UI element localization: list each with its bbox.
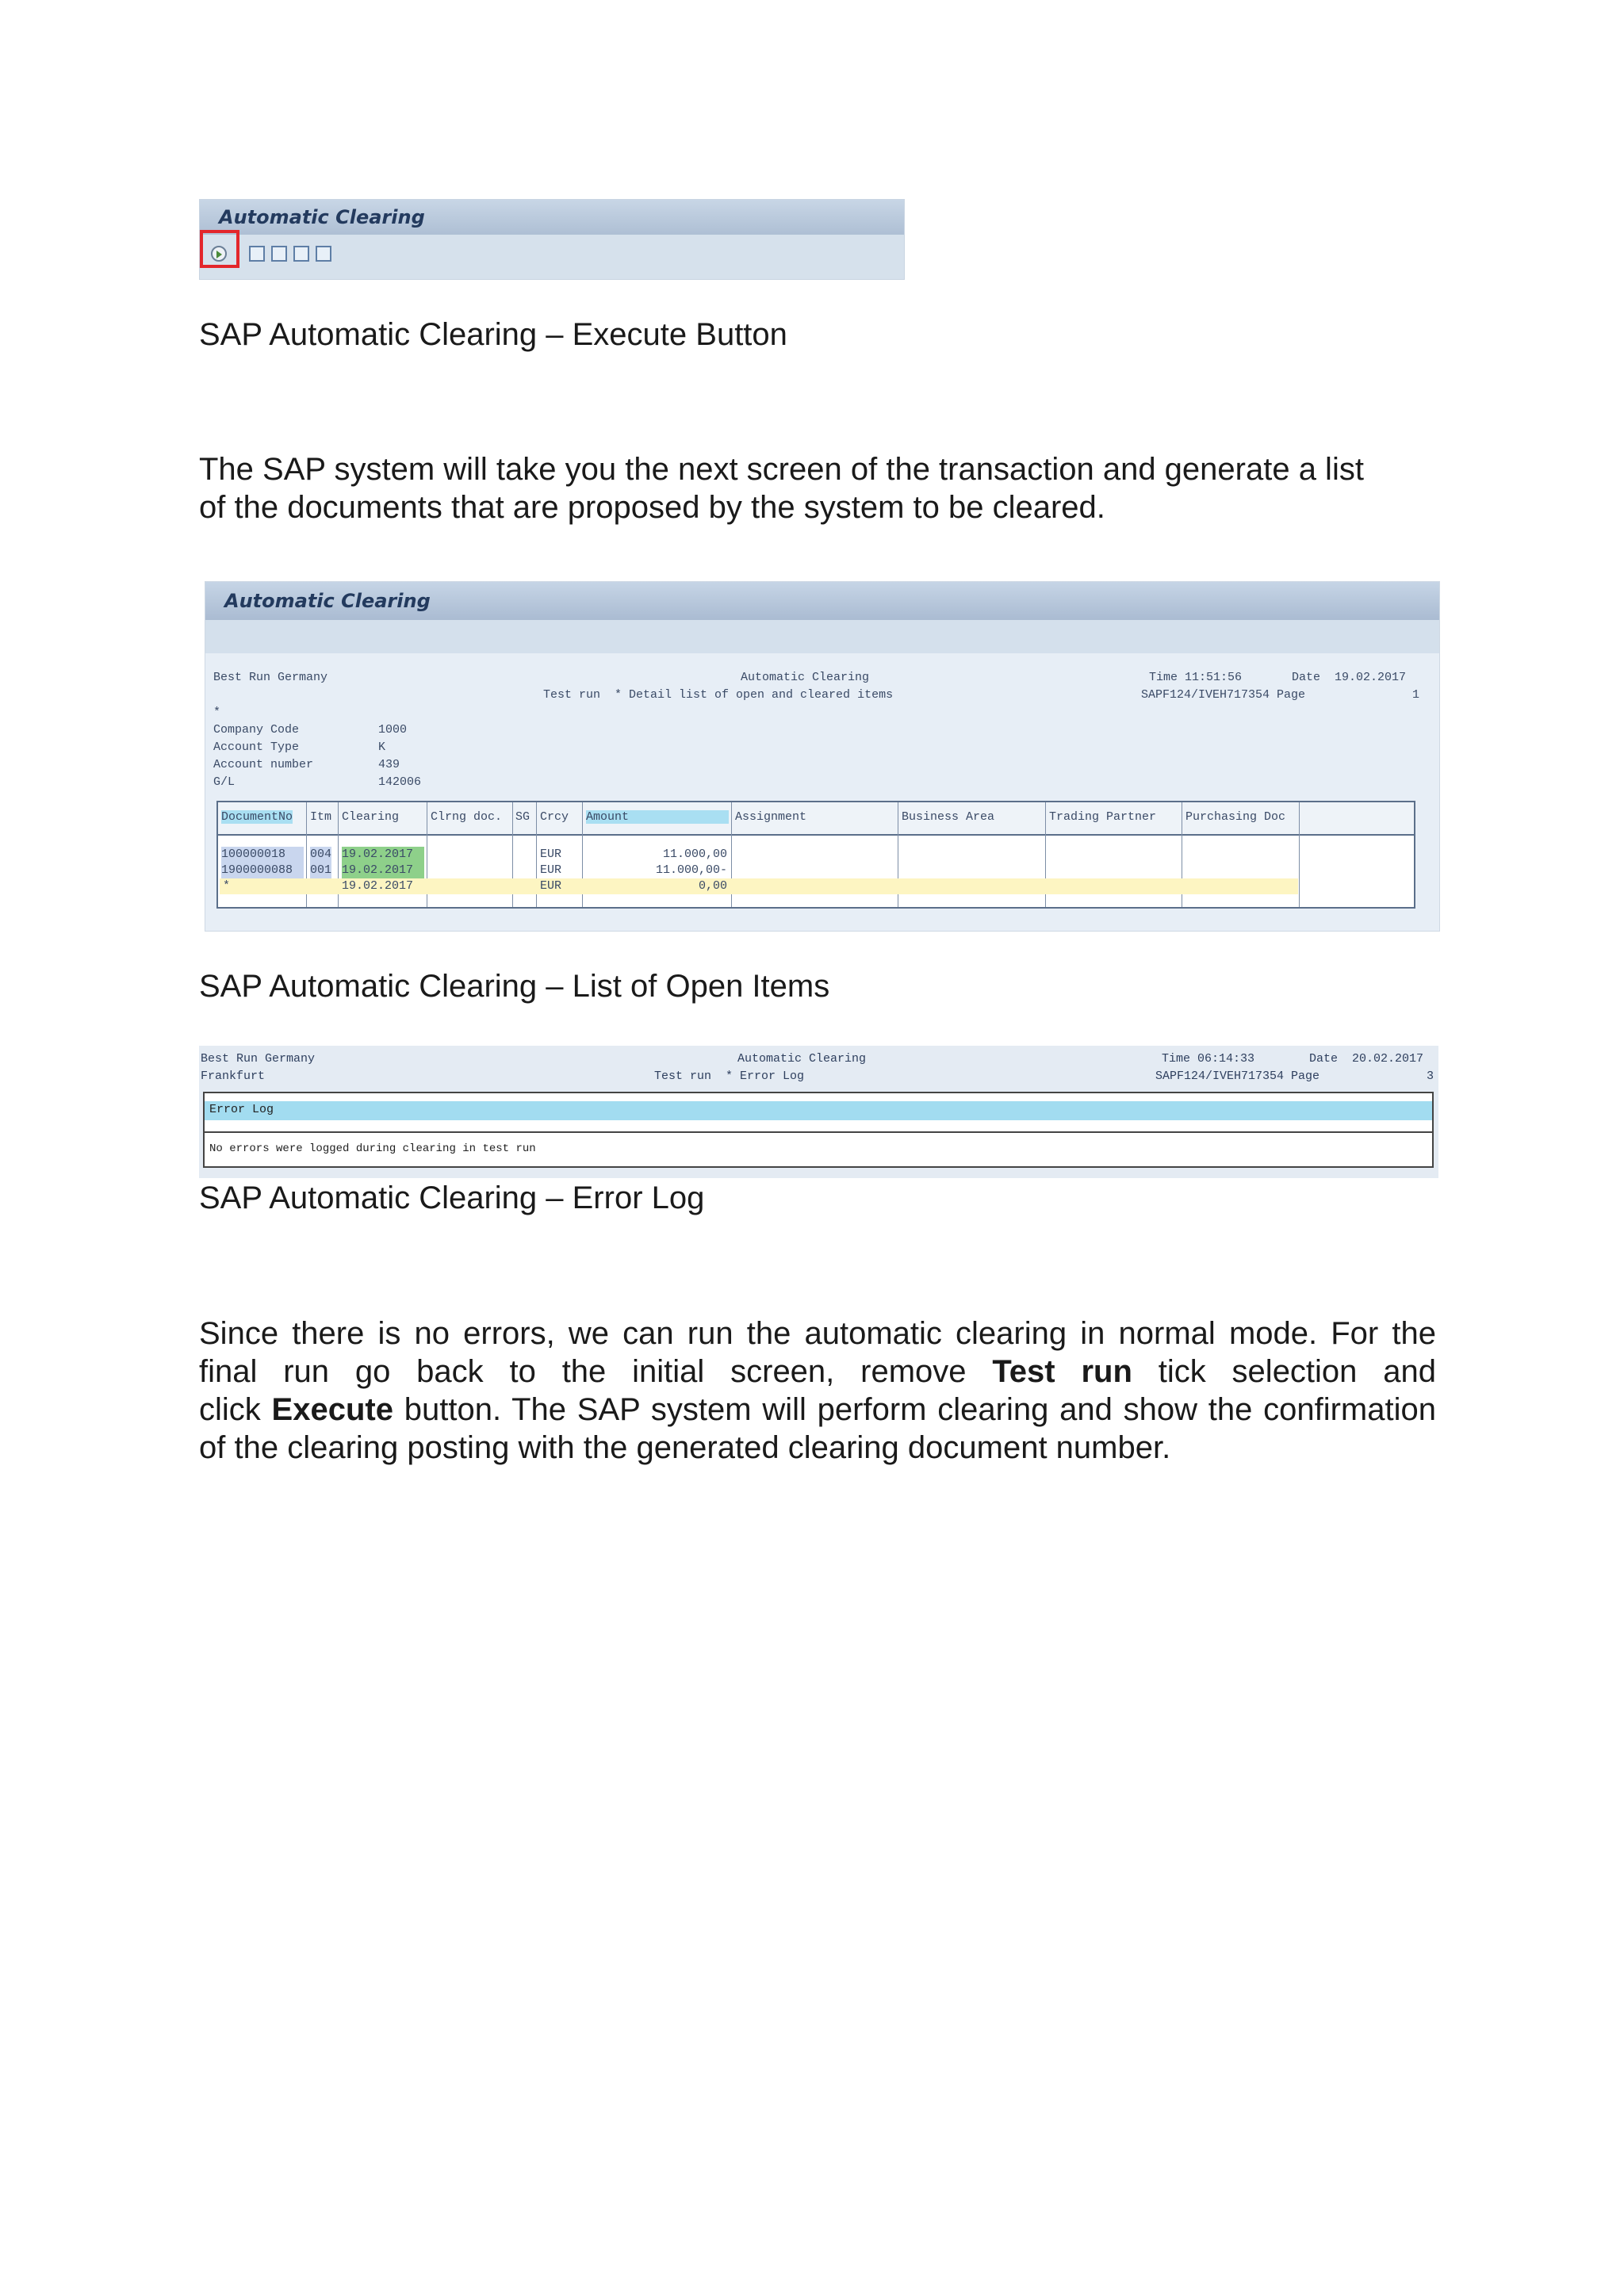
intro-paragraph xyxy=(199,450,1436,526)
field-label: G/L xyxy=(213,775,236,789)
clearing-date-cell: 19.02.2017 xyxy=(342,863,424,878)
copy-icon[interactable] xyxy=(249,246,265,262)
error-log-screenshot xyxy=(199,1046,1438,1178)
column-header[interactable]: SG xyxy=(515,810,530,824)
column-header[interactable]: Trading Partner xyxy=(1049,810,1157,824)
report-date: Date 19.02.2017 xyxy=(1292,671,1407,684)
screen-title: Automatic Clearing xyxy=(224,590,431,612)
report-time: Time 06:14:33 xyxy=(1162,1052,1255,1066)
column-header[interactable]: Assignment xyxy=(735,810,807,824)
column-header[interactable]: DocumentNo xyxy=(221,810,293,824)
page-number: 1 xyxy=(1412,688,1420,702)
currency-cell: EUR xyxy=(540,863,562,877)
application-toolbar xyxy=(205,620,1439,653)
document-number-cell: * xyxy=(223,879,231,893)
column-header[interactable]: Business Area xyxy=(902,810,995,824)
column-header[interactable]: Purchasing Doc xyxy=(1185,810,1286,824)
final-run-paragraph xyxy=(199,1314,1436,1467)
page-number: 3 xyxy=(1427,1070,1434,1083)
report-subtitle: Test run * Detail list of open and cleared items xyxy=(543,688,894,702)
report-subtitle: Test run * Error Log xyxy=(654,1070,805,1083)
field-label: Account number xyxy=(213,758,314,771)
figure-caption-open-items: SAP Automatic Clearing – List of Open Items xyxy=(199,969,830,1004)
paragraph-line: The SAP system will take you the next screen of the transaction and generate a list xyxy=(199,452,1364,487)
clearing-date-cell: 19.02.2017 xyxy=(342,847,424,863)
clearing-date-cell: 19.02.2017 xyxy=(342,879,414,893)
paragraph-line: of the clearing posting with the generated clearing document number. xyxy=(199,1430,1171,1465)
error-log-title: Error Log xyxy=(209,1103,274,1116)
report-title: Automatic Clearing xyxy=(740,671,870,684)
item-cell: 001 xyxy=(310,863,332,877)
screen-title: Automatic Clearing xyxy=(219,206,425,228)
column-header[interactable]: Clearing xyxy=(342,810,400,824)
paragraph-line: final run go back to the initial screen, remove Test run tick selection and xyxy=(199,1354,1436,1389)
amount-cell: 0,00 xyxy=(698,879,727,893)
star-marker: * xyxy=(213,706,221,719)
help-icon[interactable] xyxy=(316,246,331,262)
field-value: K xyxy=(378,740,386,754)
column-header[interactable]: Clrng doc. xyxy=(431,810,503,824)
info-icon[interactable] xyxy=(293,246,309,262)
report-date: Date 20.02.2017 xyxy=(1309,1052,1424,1066)
divider xyxy=(205,1131,1432,1133)
column-header[interactable]: Crcy xyxy=(540,810,569,824)
test-run-term: Test run xyxy=(992,1354,1132,1389)
program-label: SAPF124/IVEH717354 Page xyxy=(1141,688,1306,702)
table-row[interactable] xyxy=(218,863,1414,878)
paragraph-line: of the documents that are proposed by the system to be cleared. xyxy=(199,490,1105,525)
field-value: 439 xyxy=(378,758,400,771)
save-variant-icon[interactable] xyxy=(271,246,287,262)
execute-toolbar-screenshot xyxy=(199,199,905,280)
document-number-cell[interactable]: 1900000088 xyxy=(221,863,304,878)
field-label: Company Code xyxy=(213,723,300,737)
company-name: Best Run Germany xyxy=(213,671,328,684)
screen-title-bar xyxy=(200,200,904,235)
error-log-box xyxy=(203,1092,1434,1168)
item-cell: 004 xyxy=(310,848,332,861)
company-name: Best Run Germany xyxy=(201,1052,316,1066)
column-header[interactable]: Amount xyxy=(586,810,729,824)
amount-cell: 11.000,00 xyxy=(662,848,727,861)
column-header[interactable]: Itm xyxy=(310,810,332,824)
field-value: 142006 xyxy=(378,775,422,789)
program-label: SAPF124/IVEH717354 Page xyxy=(1155,1070,1320,1083)
field-label: Account Type xyxy=(213,740,300,754)
currency-cell: EUR xyxy=(540,879,562,893)
error-log-header xyxy=(205,1101,1432,1120)
totals-row xyxy=(220,878,1298,894)
execute-term: Execute xyxy=(271,1392,393,1427)
table-row[interactable] xyxy=(218,847,1414,863)
paragraph-line: click Execute button. The SAP system will perform clearing and show the confirmation xyxy=(199,1392,1436,1427)
error-log-message: No errors were logged during clearing in test run xyxy=(209,1142,536,1155)
amount-cell: 11.000,00- xyxy=(655,863,727,877)
report-title: Automatic Clearing xyxy=(737,1052,867,1066)
open-items-table xyxy=(216,801,1415,909)
report-time: Time 11:51:56 xyxy=(1149,671,1243,684)
figure-caption-execute: SAP Automatic Clearing – Execute Button xyxy=(199,317,787,352)
execute-highlight-box xyxy=(200,230,239,268)
currency-cell: EUR xyxy=(540,848,562,861)
document-number-cell[interactable]: 100000018 xyxy=(221,847,304,863)
city-name: Frankfurt xyxy=(201,1070,266,1083)
figure-caption-error-log: SAP Automatic Clearing – Error Log xyxy=(199,1181,705,1215)
open-items-list-screenshot xyxy=(205,581,1440,932)
paragraph-line: Since there is no errors, we can run the automatic clearing in normal mode. For the xyxy=(199,1316,1436,1351)
screen-title-bar xyxy=(205,582,1439,620)
field-value: 1000 xyxy=(378,723,408,737)
